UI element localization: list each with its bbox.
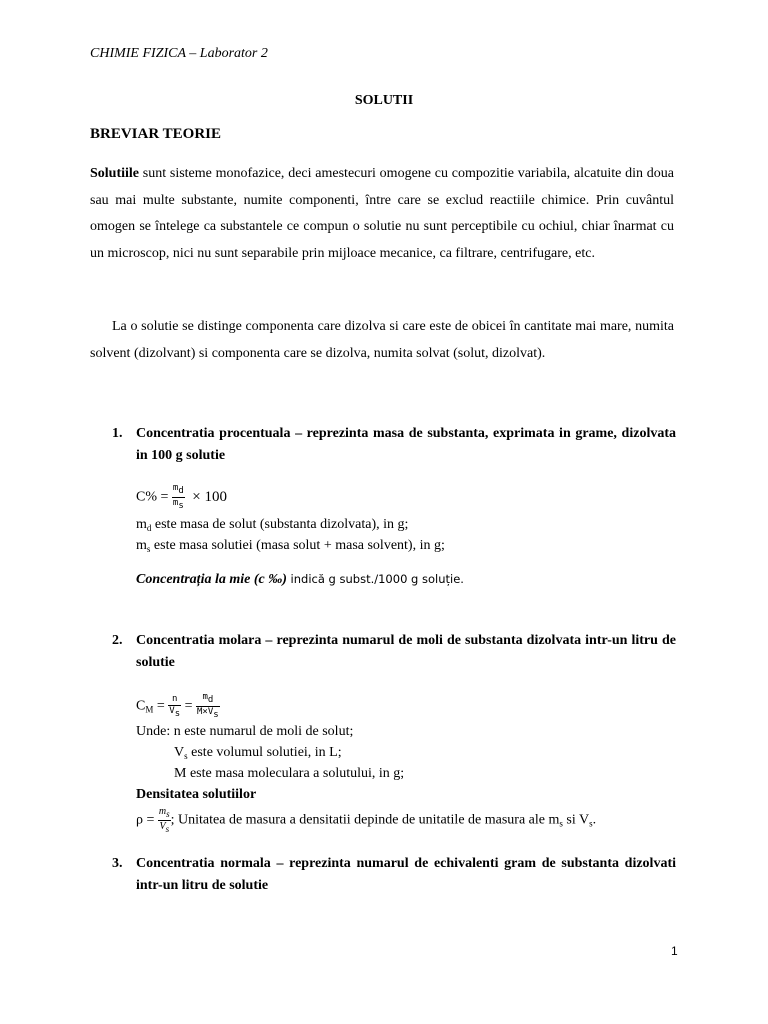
page-header: CHIMIE FIZICA – Laborator 2 bbox=[90, 46, 268, 61]
frac-den-sub: s bbox=[213, 710, 219, 720]
cm-equals-2: = bbox=[184, 698, 193, 714]
frac-num-sub: s bbox=[166, 809, 170, 819]
vs-text: este volumul solutiei, in L; bbox=[187, 745, 342, 760]
density-text-a: ; Unitatea de masura a densitatii depinde de unitatile de masura ale m bbox=[170, 812, 560, 828]
density-text-b: si V bbox=[562, 812, 590, 828]
list-item-text: Concentratia procentuala – reprezinta masa de substanta, exprimata in grame, dizolvata in 100 g solutie bbox=[136, 426, 676, 463]
per-mille-text: indică g subst./1000 g soluție. bbox=[286, 572, 464, 586]
unde-n-definition: Unde: n este numarul de moli de solut; bbox=[136, 724, 354, 739]
fraction-n-vs bbox=[168, 694, 181, 720]
list-item-text: Concentratia normala – reprezinta numarul de echivalenti gram de substanta dizolvati intr-un litru de solutie bbox=[136, 856, 676, 893]
formula-percent-concentration bbox=[136, 483, 227, 512]
per-mille-term: Concentrația la mie (c ‰) bbox=[136, 572, 287, 587]
formula-times-100: × 100 bbox=[192, 488, 227, 505]
frac-numerator: m bbox=[172, 483, 179, 493]
density-sub-1: s bbox=[559, 818, 563, 829]
frac-denominator: M×V bbox=[197, 707, 214, 717]
density-heading: Densitatea solutiilor bbox=[136, 787, 257, 802]
vs-definition bbox=[174, 745, 342, 761]
fraction-md-mvs bbox=[196, 692, 220, 721]
density-text-c: . bbox=[592, 812, 597, 828]
md-symbol: m bbox=[136, 517, 147, 532]
fraction-ms-vs bbox=[158, 806, 171, 835]
frac-den-sub: s bbox=[174, 708, 181, 719]
intro-text: sunt sisteme monofazice, deci amestecuri omogene cu compozitie variabila, alcatuite din doua sau mai multe substante, numite componenti, între care se exclud reactiile chimice. Prin cuvântul omogen se întelege ca substantele ce compun o solutie nu sunt perceptibile cu ochiul, chiar înarmat cu un microscop, nici nu sunt separabile prin mijloace mecanice, ca filtrare, centrifugare, etc. bbox=[90, 166, 674, 262]
formula-molar-concentration bbox=[136, 692, 220, 721]
md-sub: d bbox=[146, 523, 152, 533]
list-item-3 bbox=[112, 853, 676, 897]
rho-symbol: ρ = bbox=[136, 812, 155, 828]
intro-paragraph bbox=[90, 161, 674, 268]
frac-denominator: m bbox=[172, 498, 179, 508]
frac-num-sub: d bbox=[178, 486, 184, 496]
ms-text: este masa solutiei (masa solut + masa solvent), in g; bbox=[150, 538, 445, 553]
frac-num-sub: d bbox=[207, 695, 214, 705]
paragraph-solvent-text: La o solutie se distinge componenta care dizolva si care este de obicei în cantitate mai mare, numita solvent (dizolvant) si componenta care se dizolva, numita solvat (solut, dizolvat). bbox=[90, 319, 674, 361]
page-number: 1 bbox=[671, 944, 678, 958]
document-title: SOLUTII bbox=[354, 93, 414, 108]
list-item-1 bbox=[112, 423, 676, 467]
paragraph-solvent bbox=[90, 314, 674, 367]
list-item-text: Concentratia molara – reprezinta numarul de moli de substanta dizolvata intr-un litru de solutie bbox=[136, 633, 676, 670]
vs-sub: s bbox=[184, 751, 188, 761]
cm-sub: M bbox=[145, 704, 154, 715]
frac-denominator: V bbox=[169, 705, 175, 716]
density-sub-2: s bbox=[589, 818, 593, 829]
list-item-number: 1. bbox=[112, 426, 123, 441]
cm-symbol: C bbox=[136, 698, 146, 714]
md-text: este masa de solut (substanta dizolvata), in g; bbox=[151, 517, 409, 532]
list-item-2 bbox=[112, 630, 676, 674]
concentration-per-mille bbox=[136, 572, 464, 588]
formula-lhs: C% = bbox=[136, 489, 169, 505]
frac-numerator: m bbox=[158, 806, 167, 817]
frac-denominator: V bbox=[159, 821, 166, 832]
m-definition: M este masa moleculara a solutului, in g; bbox=[174, 766, 405, 781]
ms-definition bbox=[136, 538, 445, 554]
frac-den-sub: s bbox=[178, 501, 184, 511]
section-heading: BREVIAR TEORIE bbox=[90, 126, 222, 142]
intro-bold-term: Solutiile bbox=[90, 166, 140, 181]
vs-symbol: V bbox=[174, 745, 185, 760]
ms-sub: s bbox=[146, 544, 151, 554]
frac-numerator: m bbox=[202, 692, 208, 702]
frac-den-sub: s bbox=[165, 824, 170, 834]
density-formula bbox=[136, 806, 596, 835]
frac-numerator: n bbox=[168, 694, 181, 706]
ms-symbol: m bbox=[136, 538, 147, 553]
fraction-md-ms bbox=[172, 483, 185, 512]
list-item-number: 2. bbox=[112, 633, 123, 648]
list-item-number: 3. bbox=[112, 856, 123, 871]
cm-equals: = bbox=[153, 698, 165, 714]
md-definition bbox=[136, 517, 408, 533]
